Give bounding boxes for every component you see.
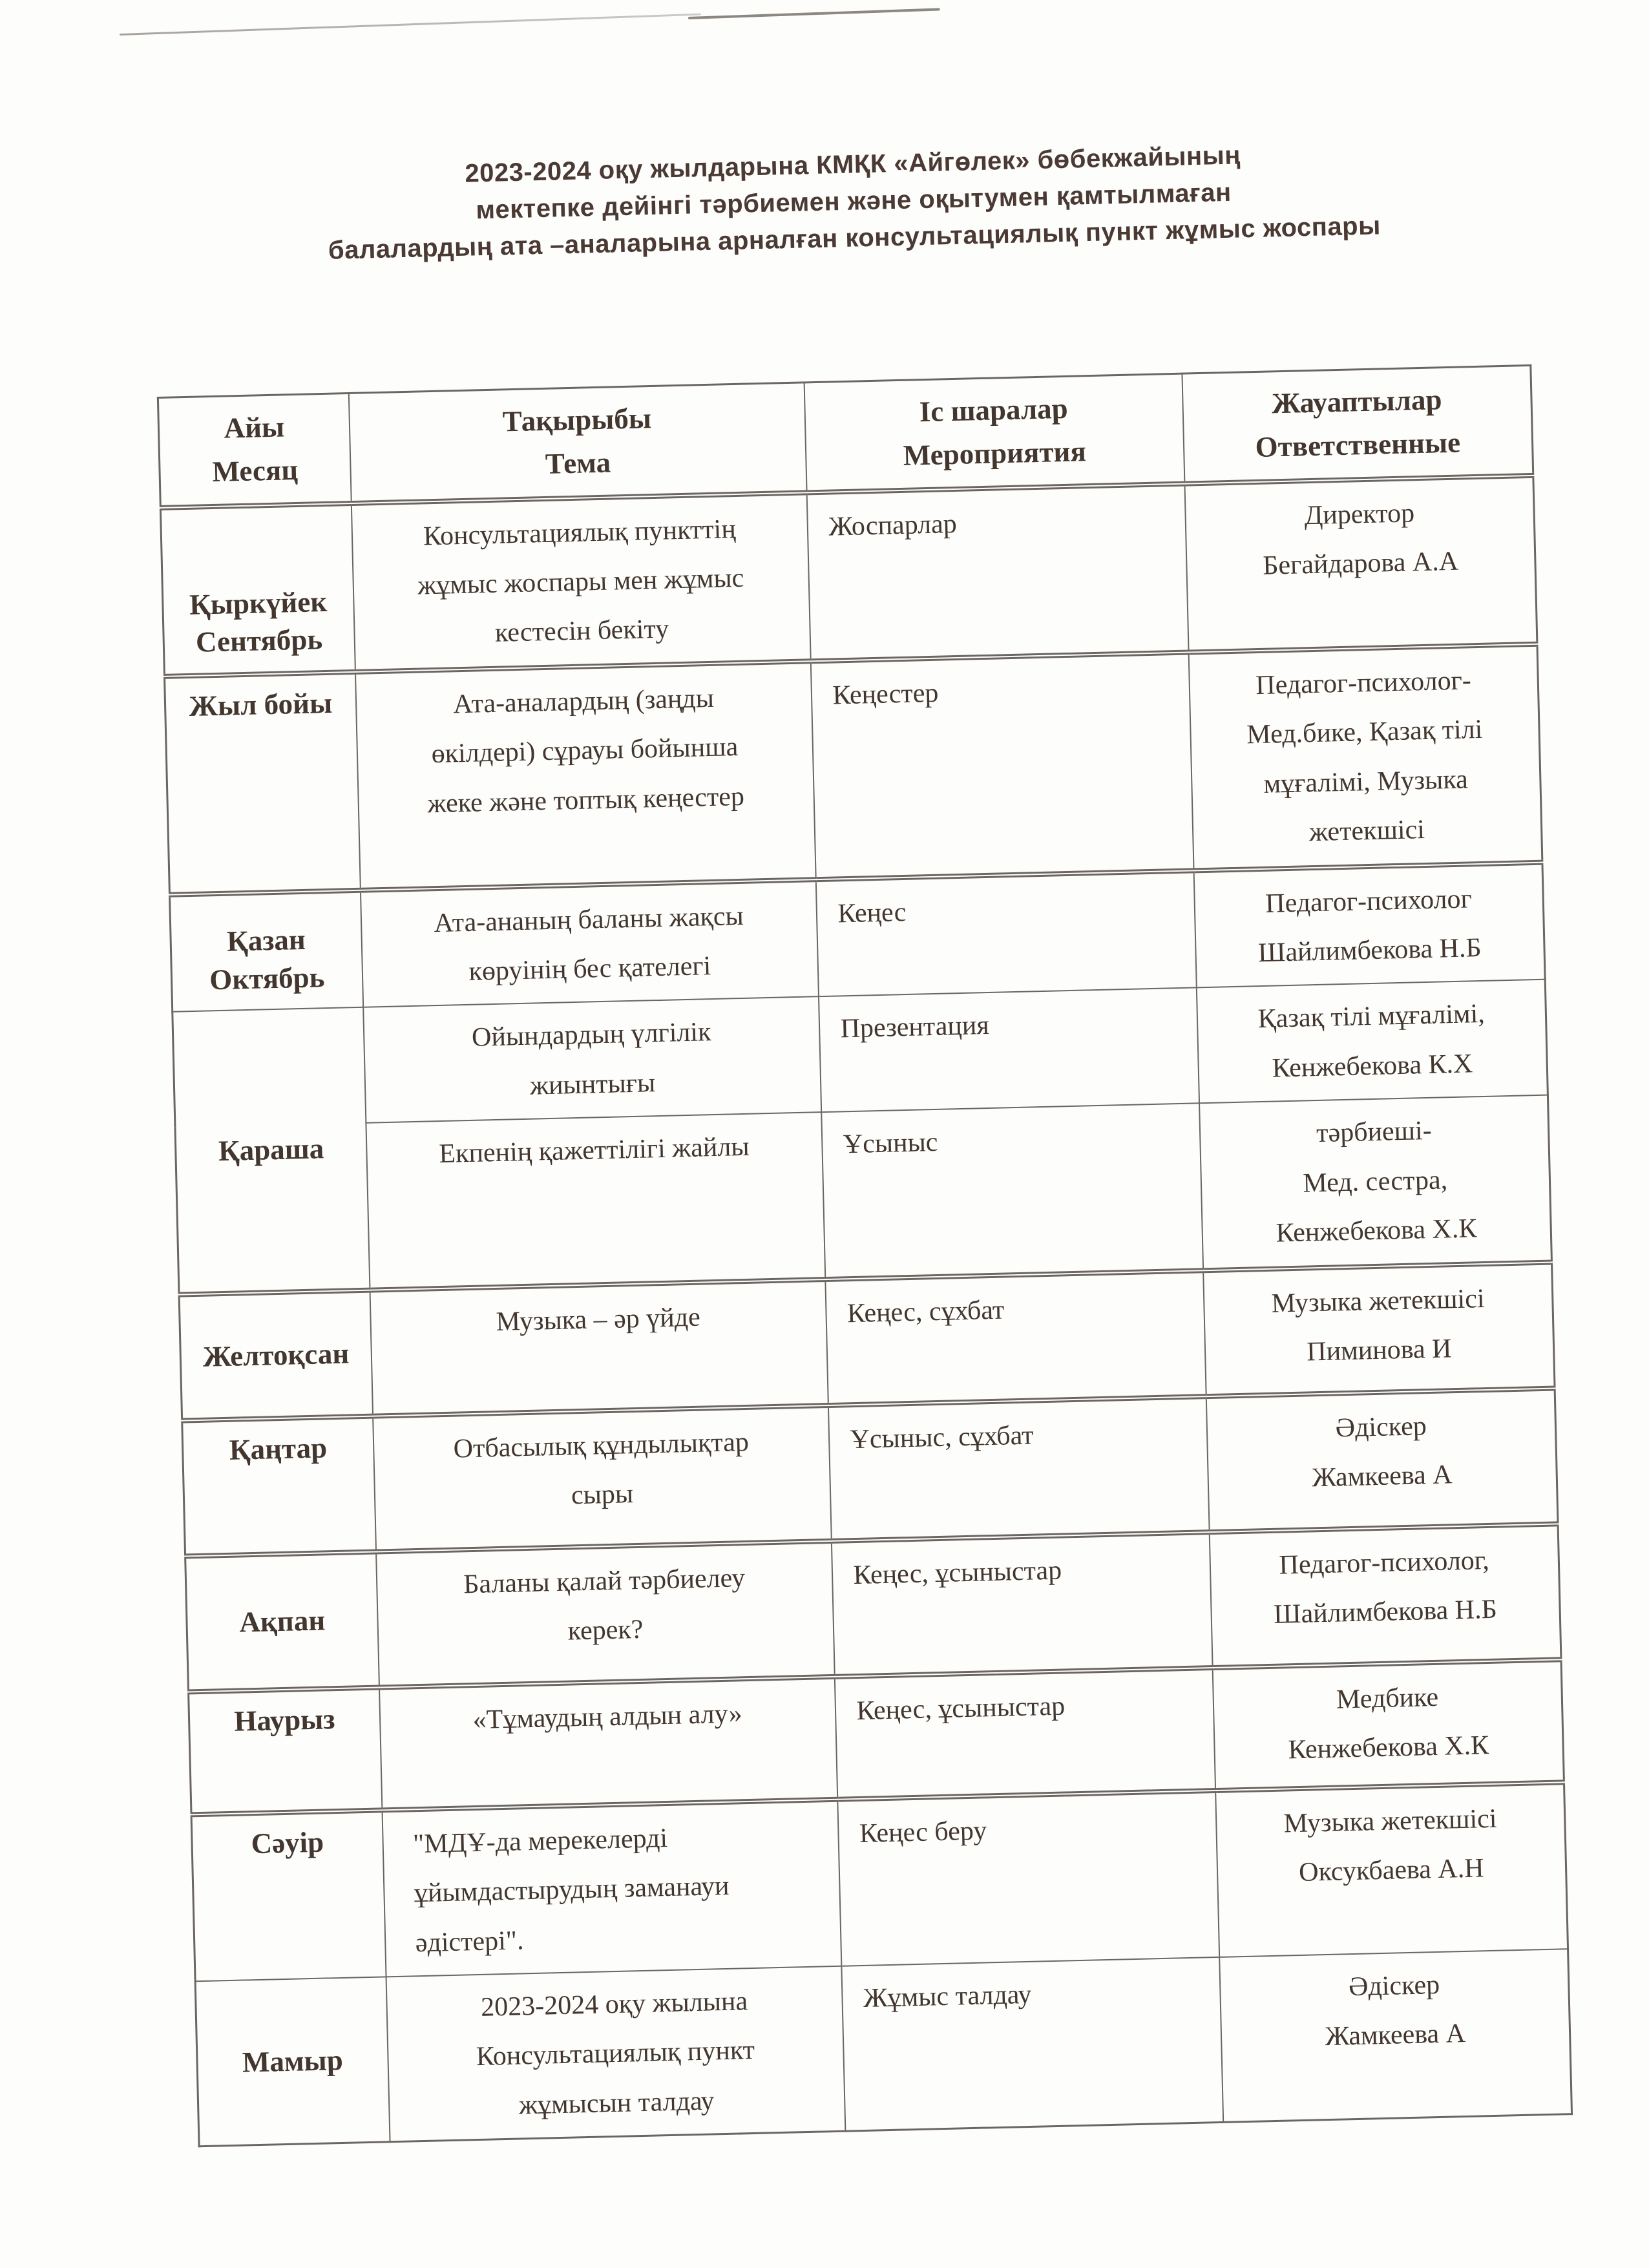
event-cell: Жоспарлар [806,483,1188,661]
month-cell: Желтоқсан [179,1290,373,1420]
column-header-topic: Тақырыбы Тема [348,383,806,503]
responsible-cell: Қазақ тілі мұғалімі, Кенжебекова К.Х [1196,980,1548,1104]
month-cell: Ақпан [185,1551,379,1692]
event-cell: Кеңес, ұсыныстар [831,1532,1212,1677]
month-cell: Қаңтар [182,1416,376,1556]
table-row [160,475,1537,676]
month-cell: Наурыз [189,1687,382,1814]
table-row [175,1095,1551,1294]
column-header-responsible: Жауаптылар Ответственные [1182,365,1533,483]
responsible-cell: Музыка жетекшісі Пиминова И [1203,1262,1555,1396]
topic-cell: Музыка – әр үйде [370,1279,828,1416]
topic-cell: Ата-аналардың (заңды өкілдері) сұрауы бойынша жеке және топтық кеңестер [355,661,815,890]
topic-cell: «Тұмаудың алдын алу» [379,1676,837,1810]
month-cell: Сәуір [191,1810,386,1981]
responsible-cell: Педагог-психолог Шайлимбекова Н.Б [1193,862,1545,988]
event-cell: Презентация [818,988,1199,1113]
responsible-cell: Музыка жетекшісі Оксукбаева А.Н [1215,1782,1568,1957]
responsible-cell: Әдіскер Жамкеева А [1219,1949,1572,2122]
responsible-cell: Директор Бегайдарова А.А [1184,475,1537,652]
responsible-cell: Педагог-психолог, Шайлимбекова Н.Б [1209,1524,1561,1668]
column-header-event: Іс шаралар Мероприятия [804,373,1184,492]
title-line-2: мектепке дейінгі тәрбиемен және оқытумен қамтылмаған [475,178,1232,225]
month-cell: Қыркүйек Сентябрь [160,503,355,676]
topic-cell: Ата-ананың баланы жақсы көруінің бес қателегі [360,879,818,1007]
document-title [161,130,1546,273]
event-cell: Жұмыс талдау [841,1957,1223,2132]
topic-cell: Екпенің қажеттілігі жайлы [366,1112,825,1290]
responsible-cell: тәрбиеші- Мед. сестра, Кенжебекова Х.К [1199,1095,1552,1270]
column-header-month: Айы Месяц [158,394,351,508]
topic-cell: "МДҰ-да мерекелерді ұйымдастырудың заманауи әдістері". [382,1799,841,1977]
table-row [191,1782,1568,1981]
topic-cell: Консультациялық пункттің жұмыс жоспары мен жұмыс кестесін бекіту [351,492,810,672]
title-line-1: 2023-2024 оқу жылдарына КМҚК «Айгөлек» бөбекжайының [464,141,1241,188]
table-row [165,644,1542,895]
topic-cell: Ойындардың үлгілік жиынтығы [363,997,821,1123]
event-cell: Ұсыныс [821,1104,1203,1279]
responsible-cell: Әдіскер Жамкеева А [1206,1388,1558,1532]
work-plan-table [157,364,1573,2148]
table-row [195,1949,1571,2147]
event-cell: Кеңес, сұхбат [825,1270,1206,1405]
month-cell: Мамыр [195,1977,390,2147]
event-cell: Кеңес, ұсыныстар [834,1668,1215,1800]
topic-cell: Отбасылық құндылықтар сыры [373,1405,832,1552]
month-cell: Жыл бойы [165,672,361,895]
event-cell: Кеңес беру [837,1790,1219,1966]
event-cell: Кеңестер [810,652,1193,879]
event-cell: Кеңес [815,870,1196,997]
responsible-cell: Медбике Кенжебекова Х.К [1212,1659,1564,1790]
event-cell: Ұсыныс, сұхбат [828,1396,1209,1541]
month-cell: Қазан Октябрь [169,890,362,1012]
month-cell: Қараша [173,1007,370,1294]
responsible-cell: Педагог-психолог- Мед.бике, Қазақ тілі мұғалімі, Музыка жетекшісі [1188,644,1542,870]
topic-cell: 2023-2024 оқу жылына Консультациялық пункт жұмысын талдау [386,1966,845,2142]
title-line-3: балалардың ата –аналарына арналған консультациялық пункт жұмыс жоспары [328,211,1381,265]
topic-cell: Баланы қалай тәрбиелеу керек? [376,1541,835,1688]
